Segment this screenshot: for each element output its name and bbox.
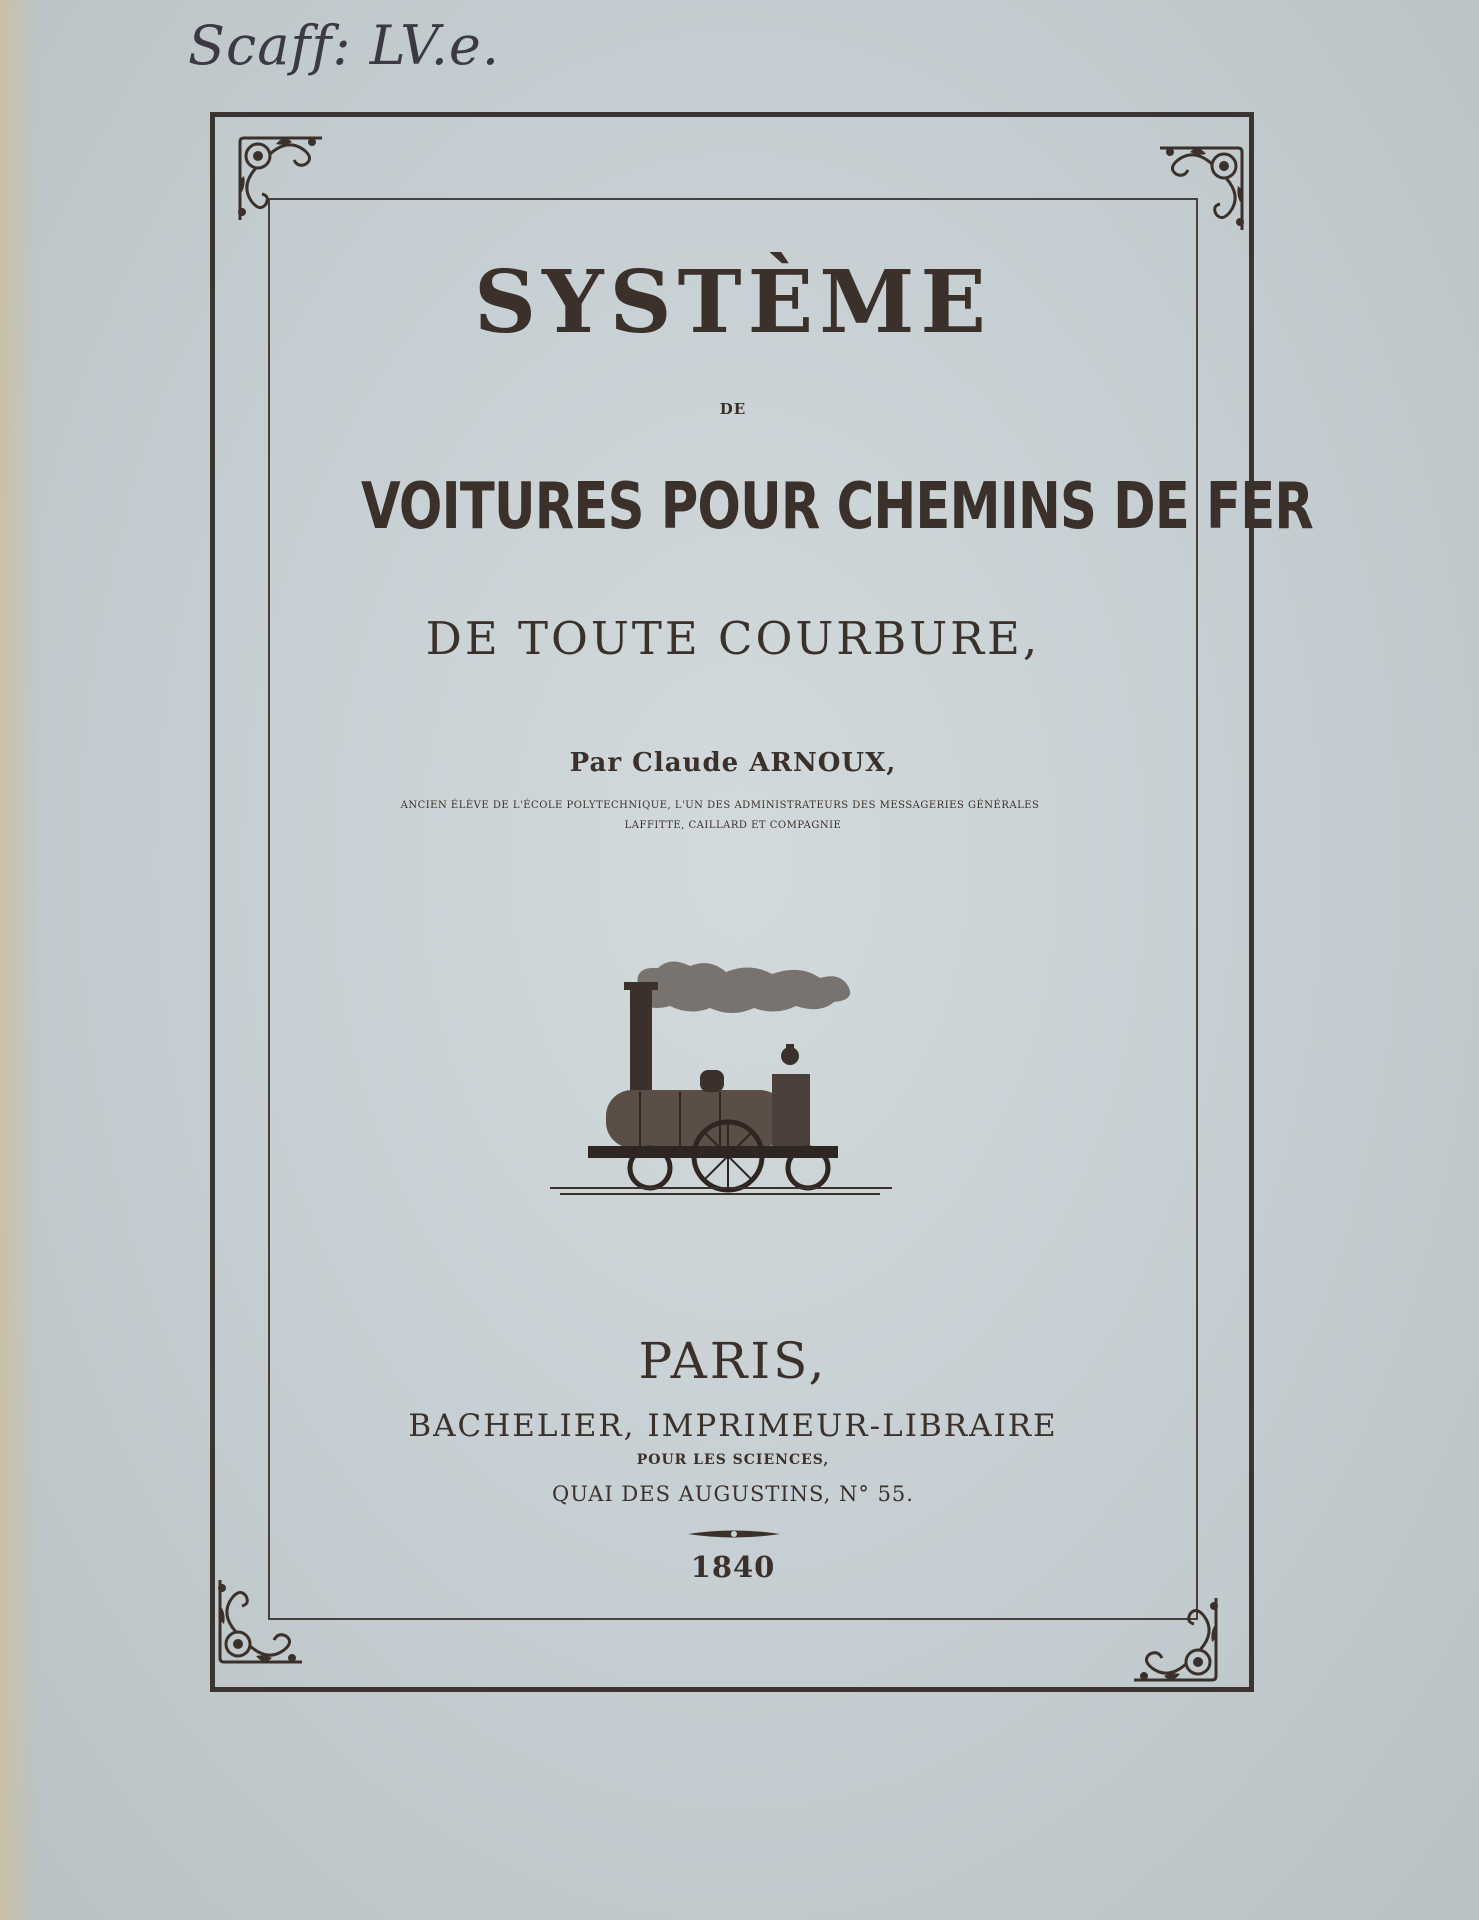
- imprint-address: QUAI DES AUGUSTINS, N° 55.: [552, 1482, 914, 1506]
- author-byline: Par Claude ARNOUX,: [569, 748, 897, 778]
- steam-locomotive-icon: [550, 956, 892, 1196]
- title-connector: DE: [719, 400, 747, 418]
- author-bio-line-2: LAFFITTE, CAILLARD ET COMPAGNIE: [624, 820, 842, 831]
- ornamental-rule-icon: [688, 1526, 780, 1540]
- imprint-publisher-note: POUR LES SCIENCES,: [636, 1452, 830, 1468]
- title-subtitle-2: DE TOUTE COURBURE,: [425, 612, 1041, 665]
- imprint-year: 1840: [690, 1550, 776, 1584]
- title-subtitle: VOITURES POUR CHEMINS DE FER: [361, 470, 1313, 544]
- imprint-city: PARIS,: [638, 1332, 828, 1390]
- ornamental-corner-icon: [1128, 1590, 1224, 1686]
- handwritten-shelfmark: Scaff: LV.e.: [188, 14, 501, 77]
- ornamental-corner-icon: [1154, 142, 1250, 238]
- author-bio-line-1: ANCIEN ÉLÈVE DE L'ÉCOLE POLYTECHNIQUE, L'UN DES ADMINISTRATEURS DES MESSAGERIES GÉNÉRALES: [400, 800, 1040, 811]
- title-main: SYSTÈME: [474, 252, 992, 353]
- ornamental-corner-icon: [232, 132, 328, 228]
- imprint-publisher: BACHELIER, IMPRIMEUR-LIBRAIRE: [408, 1408, 1058, 1444]
- ornamental-corner-icon: [212, 1572, 308, 1668]
